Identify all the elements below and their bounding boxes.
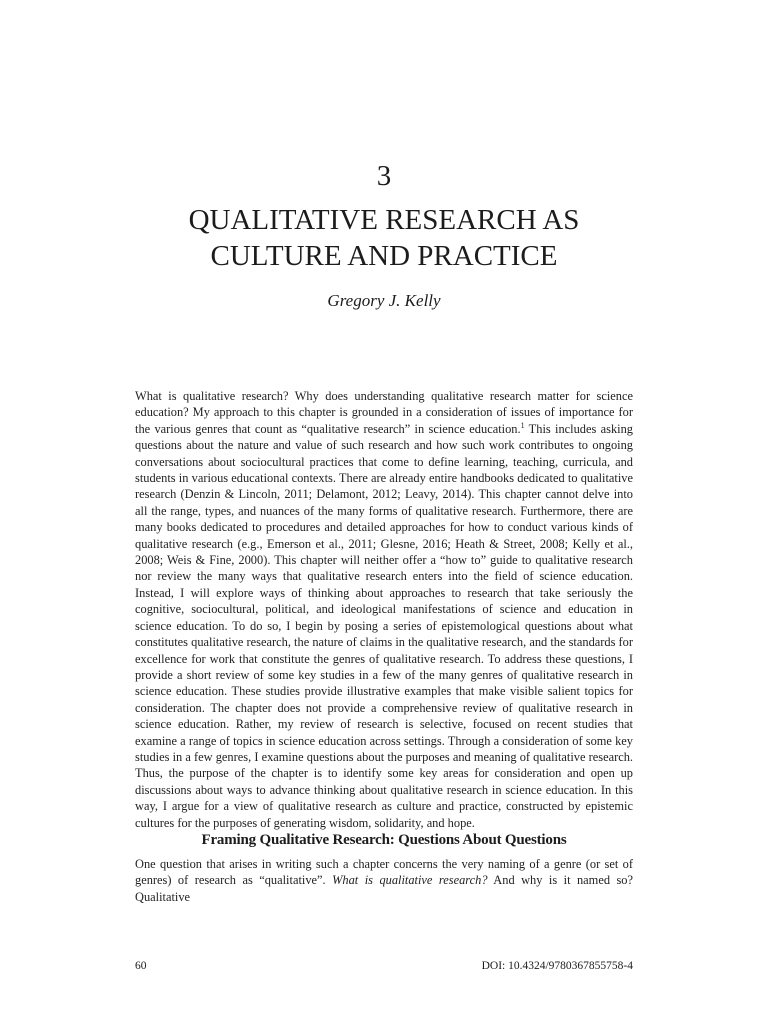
chapter-title <box>0 202 768 274</box>
doi-label: DOI: 10.4324/9780367855758-4 <box>481 960 633 972</box>
intro-paragraph <box>135 388 633 831</box>
page-number: 60 <box>135 960 147 972</box>
intro-paragraph-text <box>135 388 633 831</box>
section-text-part-2: And why is it named so? Qualitative <box>135 873 633 904</box>
section-paragraph-text <box>135 856 633 905</box>
chapter-number: 3 <box>376 160 392 192</box>
section-text-part-1: One question that arises in writing such a chapter concerns the very naming of a genre (or set of genres) of research as “qualitative”. <box>135 857 633 888</box>
section-text-italic: What is qualitative research? <box>332 873 488 888</box>
chapter-title-line-2: CULTURE AND PRACTICE <box>210 240 558 272</box>
intro-text-part-2: This includes asking questions about the nature and value of such research and how such work contributes to ongoing conversations about sociocultural practices that come to define learning, teaching, curricula, and students in various educational contexts. There are already entire handbooks dedicated to qualitative research (Denzin & Lincoln, 2011; Delamont, 2012; Leavy, 2014). This chapter cannot delve into all the range, types, and nuances of the many forms of qualitative research. Furthermore, there are many books dedicated to procedures and detailed approaches for how to conduct various kinds of qualitative research (e.g., Emerson et al., 2011; Glesne, 2016; Heath & Street, 2008; Kelly et al., 2008; Weis & Fine, 2000). This chapter will neither offer a “how to” guide to qualitative research nor review the many ways that qualitative research enters into the field of science education. Instead, I will explore ways of thinking about approaches to research that take seriously the cognitive, sociocultural, political, and ideological manifestations of science and education in science education. To do so, I begin by posing a series of epistemological questions about what constitutes qualitative research, the nature of claims in the qualitative research, and the standards for excellence for work that constitute the genres of qualitative research. To address these questions, I provide a short review of some key studies in a few of the many genres of qualitative research in science education. These studies provide illustrative examples that make visible salient topics for consideration. The chapter does not provide a comprehensive review of qualitative research in science education. Rather, my review of research is selective, focused on recent studies that examine a range of topics in science education across settings. Through a consideration of some key studies in a few genres, I examine questions about the purposes and meaning of qualitative research. Thus, the purpose of the chapter is to identify some key areas for consideration and open up discussions about ways to advance thinking about qualitative research in science education. In this way, I argue for a view of qualitative research as culture and practice, constructed by epistemic cultures for the purposes of generating wisdom, solidarity, and hope. <box>135 421 634 830</box>
footnote-marker[interactable]: 1 <box>520 420 525 430</box>
section-paragraph <box>135 856 633 905</box>
section-heading: Framing Qualitative Research: Questions About Questions <box>201 832 567 848</box>
author-name: Gregory J. Kelly <box>327 291 441 310</box>
chapter-title-line-1: QUALITATIVE RESEARCH AS <box>188 204 580 236</box>
intro-text-part-1: What is qualitative research? Why does understanding qualitative research matter for science education? My approach to this chapter is grounded in a consideration of issues of importance for the various genres that count as “qualitative research” in science education. <box>135 389 633 436</box>
